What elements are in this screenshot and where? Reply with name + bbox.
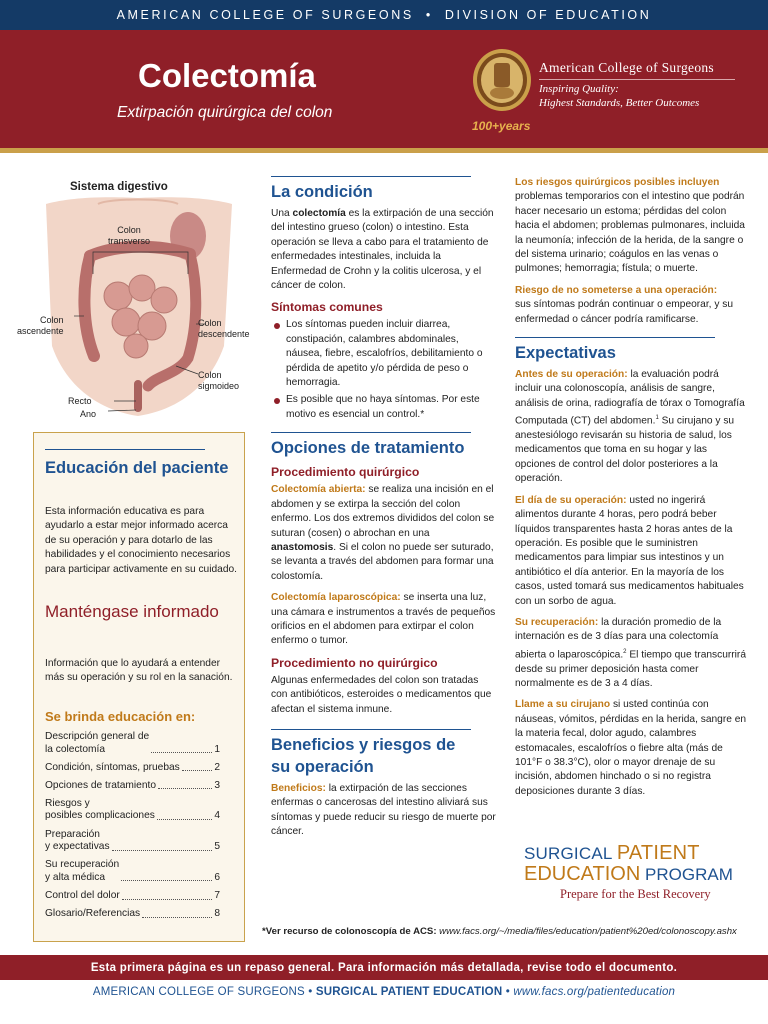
education-topics-heading: Se brinda educación en: <box>45 709 196 724</box>
laparoscopic-colectomy-text: Colectomía laparoscópica: se inserta una luz, una cámara e instrumentos a través de pequeños orificios en el abdomen para extirpar el colon enfermo o tumor. <box>271 592 496 647</box>
toc-item <box>45 829 220 854</box>
toc-label: Descripción general de la colectomía <box>45 731 150 755</box>
toc-leader <box>142 917 212 918</box>
call-surgeon-text: Llame a su cirujano si usted continúa con náuseas, vómitos, pérdidas en la herida, sangre en la materia fecal, dolor agudo, calambres estomacales, escalofríos o fiebre alta (más de 101°F o 38.3°C), olor o mayor drenaje de su incisión, abdomen hinchado o si no registra deposiciones durante 3 días. <box>515 699 747 797</box>
operation-day-text: El día de su operación: usted no ingerirá alimentos durante 4 horas, pero podrá beber líquidos transparentes hasta 2 horas antes de la operación. Es posible que le suministren medicamentos para limpiar sus intestinos y un antibiótico el día anterior. En la mayoría de los casos, usted tomará sus medicamentos habituales con un sorbo de agua. <box>515 494 744 607</box>
footer-program: SURGICAL PATIENT EDUCATION <box>315 986 503 998</box>
acs-tagline <box>539 82 699 110</box>
toc-page-number: 5 <box>214 841 220 853</box>
open-colectomy-text: Colectomía abierta: se realiza una incisión en el abdomen y se extirpa la sección del colon enfermo. Los dos extremos divididos del colon se suturan (cosen) o abrochan en una anastomosis. Si el colon no puede ser suturado, se levanta a través del abdomen para formar una colostomía. <box>271 484 495 582</box>
education-intro: Esta información educativa es para ayudarlo a estar mejor informado acerca de su operación y para dotarlo de las habilidades y el conocimiento necesarios para participar activamente en su cuidado. <box>45 506 237 575</box>
treatment-heading: Opciones de tratamiento <box>271 439 465 458</box>
stay-informed-heading: Manténgase informado <box>45 602 219 621</box>
logo-line-1: SURGICAL PATIENT <box>524 842 700 864</box>
expectations-heading: Expectativas <box>515 344 616 363</box>
patient-education-box <box>33 432 245 942</box>
toc-label: Riesgos y posibles complicaciones <box>45 797 155 822</box>
page-subtitle: Extirpación quirúrgica del colon <box>117 104 333 121</box>
symptoms-heading: Síntomas comunes <box>271 300 383 315</box>
non-surgical-text: Algunas enfermedades del colon son tratadas con antibióticos, esteroides o medicamentos que afectan el sistema inmune. <box>271 674 492 715</box>
surgical-procedure-heading: Procedimiento quirúrgico <box>271 465 420 480</box>
table-of-contents <box>45 731 220 926</box>
toc-label: Preparación y expectativas <box>45 828 110 853</box>
toc-leader <box>121 880 212 881</box>
logo-line-2: EDUCATION PROGRAM <box>524 863 733 885</box>
toc-page-number: 7 <box>214 889 220 901</box>
acs-seal-logo <box>471 47 533 113</box>
toc-item <box>45 731 220 756</box>
tagline-line-1: Inspiring Quality: <box>539 83 619 95</box>
section-rule <box>271 176 471 177</box>
toc-leader <box>122 899 213 900</box>
years-badge: 100+years <box>472 119 531 133</box>
division-bar <box>0 0 768 30</box>
toc-label: Glosario/Referencias <box>45 908 141 920</box>
recovery-text: Su recuperación: la duración promedio de la internación es de 3 días para una colectomía abierta o laparoscópica.$^2$ El tiempo que transcurrirá desde su primer deposición hasta comer normalmente es de 3 a 4 días. <box>515 616 746 689</box>
benefits-heading: Beneficios y riesgos de su operación <box>271 735 456 776</box>
toc-item <box>45 780 220 793</box>
toc-leader <box>157 819 212 820</box>
surgical-patient-education-logo <box>524 842 754 902</box>
label-colon-sigmoideo: Colon sigmoideo <box>198 370 240 391</box>
condition-heading: La condición <box>271 183 373 201</box>
benefits-text: Beneficios: la extirpación de las secciones enfermas o cancerosas del intestino aliviará sus síntomas y puede reducir su riesgo de muerte por cáncer. <box>271 782 496 838</box>
toc-page-number: 8 <box>214 908 220 920</box>
toc-page-number: 2 <box>214 761 220 773</box>
toc-label: Opciones de tratamiento <box>45 779 156 791</box>
toc-leader <box>151 752 212 753</box>
wordmark-divider <box>539 79 735 80</box>
toc-item <box>45 798 220 823</box>
footer-link[interactable]: www.facs.org/patienteducation <box>513 986 676 998</box>
toc-page-number: 1 <box>214 743 220 755</box>
org-name: AMERICAN COLLEGE OF SURGEONS <box>116 8 414 22</box>
middle-column <box>271 176 497 847</box>
tagline-line-2: Highest Standards, Better Outcomes <box>539 97 700 109</box>
toc-page-number: 6 <box>214 871 220 883</box>
label-colon-ascendente: Colon ascendente <box>17 315 64 336</box>
toc-page-number: 3 <box>214 779 220 791</box>
footer-org: AMERICAN COLLEGE OF SURGEONS <box>92 986 305 998</box>
banner-gold-line <box>0 148 768 153</box>
colonoscopy-footnote: *Ver recurso de colonoscopía de ACS: www.facs.org/~/media/files/education/patient%20ed/colonoscopy.ashx <box>262 926 737 937</box>
stay-informed-text: Información que lo ayudará a entender más su operación y su rol en la sanación. <box>45 658 233 684</box>
toc-label: Control del dolor <box>45 889 120 901</box>
toc-item <box>45 762 220 775</box>
toc-page-number: 4 <box>214 810 220 822</box>
education-rule <box>45 449 205 450</box>
list-item: Los síntomas pueden incluir diarrea, constipación, calambres abdominales, náusea, fiebre, escalofríos, debilitamiento o pérdida de apetito y/o pérdida de peso o hemorragia. <box>271 318 497 390</box>
condition-text: Una colectomía es la extirpación de una sección del intestino grueso (colon) o intestino. Esta operación se lleva a cabo para el tratamiento de enfermedades intestinales, incluida la Enfermedad de Crohn y la colitis ulcerosa, y el cáncer de colon. <box>271 208 494 292</box>
logo-tagline: Prepare for the Best Recovery <box>560 887 711 901</box>
label-colon-descendente: Colon descendente <box>198 318 250 339</box>
section-rule <box>515 337 715 338</box>
toc-leader <box>112 850 213 851</box>
symptoms-list <box>271 318 497 422</box>
acs-wordmark: American College of Surgeons <box>539 60 714 75</box>
division-name: DIVISION OF EDUCATION <box>444 8 652 22</box>
before-operation-text: Antes de su operación: la evaluación podrá incluir una colonoscopía, análisis de sangre, análisis de orina, radiografía de tórax o Tomografía Computada (CT) del abdomen.$^1$ Su cirujano y su anestesiólogo revisarán su historia de salud, los medicamentos que toma en su hogar y las opciones de control del dolor posteriores a la operación. <box>515 369 745 485</box>
surgical-risks-text: Los riesgos quirúrgicos posibles incluyen problemas temporarios con el intestino que podrán hacer necesario un estoma; pérdidas del colon hacia el abdomen; problemas pulmonares, incluida la neumonía; infección de la herida, de la sangre o del sistema urinario; coágulos en las venas o pulmones; hemorragia; fístula; o muerte. <box>515 177 745 275</box>
toc-item <box>45 859 220 884</box>
section-rule <box>271 729 471 730</box>
non-surgical-heading: Procedimiento no quirúrgico <box>271 655 438 670</box>
toc-item <box>45 908 220 921</box>
figure-title: Sistema digestivo <box>70 181 168 193</box>
bullet-separator: • <box>425 8 433 22</box>
overview-notice-bar: Esta primera página es un repaso general. Para información más detallada, revise todo el documento. <box>0 955 768 980</box>
label-recto: Recto <box>68 396 92 406</box>
toc-label: Condición, síntomas, pruebas <box>45 761 180 773</box>
no-surgery-risk-text: Riesgo de no someterse a una operación: sus síntomas podrán continuar o empeorar, y su enfermedad o cáncer podría ramificarse. <box>515 284 734 325</box>
right-column <box>515 176 747 806</box>
list-item: Es posible que no haya síntomas. Por este motivo es esencial un control.* <box>271 393 497 422</box>
label-colon-transverso: Colon transverso <box>108 225 151 246</box>
toc-item <box>45 890 220 903</box>
toc-leader <box>182 770 213 771</box>
toc-leader <box>158 788 212 789</box>
page-title: Colectomía <box>138 57 316 94</box>
section-rule <box>271 432 471 433</box>
education-heading: Educación del paciente <box>45 459 229 477</box>
footnote-link[interactable]: www.facs.org/~/media/files/education/patient%20ed/colonoscopy.ashx <box>436 926 737 937</box>
title-banner <box>0 30 768 153</box>
label-ano: Ano <box>80 409 97 419</box>
page-footer: AMERICAN COLLEGE OF SURGEONS • SURGICAL PATIENT EDUCATION • www.facs.org/patienteducation <box>92 986 676 998</box>
toc-label: Su recuperación y alta médica <box>45 859 120 883</box>
